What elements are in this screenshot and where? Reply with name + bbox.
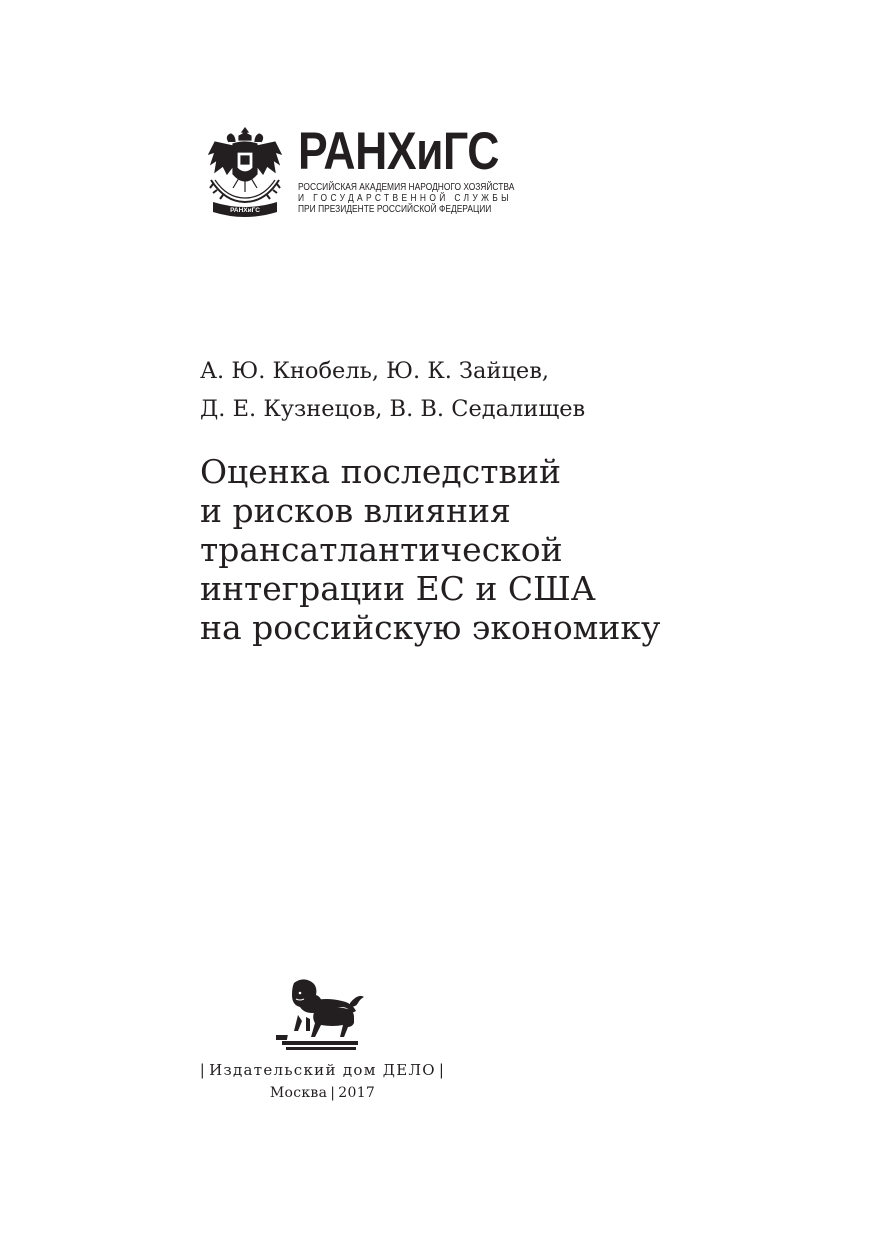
title-line-1: Оценка последствий: [200, 452, 562, 491]
logo-wordmark: РАНХиГС: [298, 122, 500, 181]
book-title: [200, 452, 660, 647]
logo-subtitle-line-1: РОССИЙСКАЯ АКАДЕМИЯ НАРОДНОГО ХОЗЯЙСТВА: [298, 182, 515, 193]
emblem-ribbon: [213, 202, 277, 217]
title-line-3: трансатлантической: [200, 530, 563, 569]
year: 2017: [338, 1085, 376, 1101]
title-line-2: и рисков влияния: [200, 491, 511, 530]
title-line-5: на российскую экономику: [200, 608, 661, 647]
separator-bar-left: |: [199, 1061, 207, 1079]
authors-line-2: Д. Е. Кузнецов, В. В. Седалищев: [200, 396, 586, 422]
logo-subtitle-line-3: ПРИ ПРЕЗИДЕНТЕ РОССИЙСКОЙ ФЕДЕРАЦИИ: [298, 204, 492, 215]
logo-subtitle-line-2: И ГОСУДАРСТВЕННОЙ СЛУЖБЫ: [298, 193, 512, 204]
ranepa-logo: [205, 122, 525, 222]
title-line-4: интеграции ЕС и США: [200, 569, 596, 608]
lion-icon: [276, 977, 372, 1055]
separator-bar: |: [330, 1085, 336, 1101]
authors-line-1: А. Ю. Кнобель, Ю. К. Зайцев,: [200, 358, 550, 384]
authors: [200, 352, 585, 428]
imprint-line: [0, 1085, 645, 1101]
publisher-name: Издательский дом ДЕЛО: [209, 1061, 436, 1079]
emblem-ribbon-text: РАНХиГС: [230, 207, 260, 214]
separator-bar-right: |: [438, 1061, 446, 1079]
publisher-name-line: [0, 1061, 645, 1079]
double-headed-eagle-emblem-icon: [205, 122, 285, 218]
city: Москва: [269, 1085, 328, 1101]
